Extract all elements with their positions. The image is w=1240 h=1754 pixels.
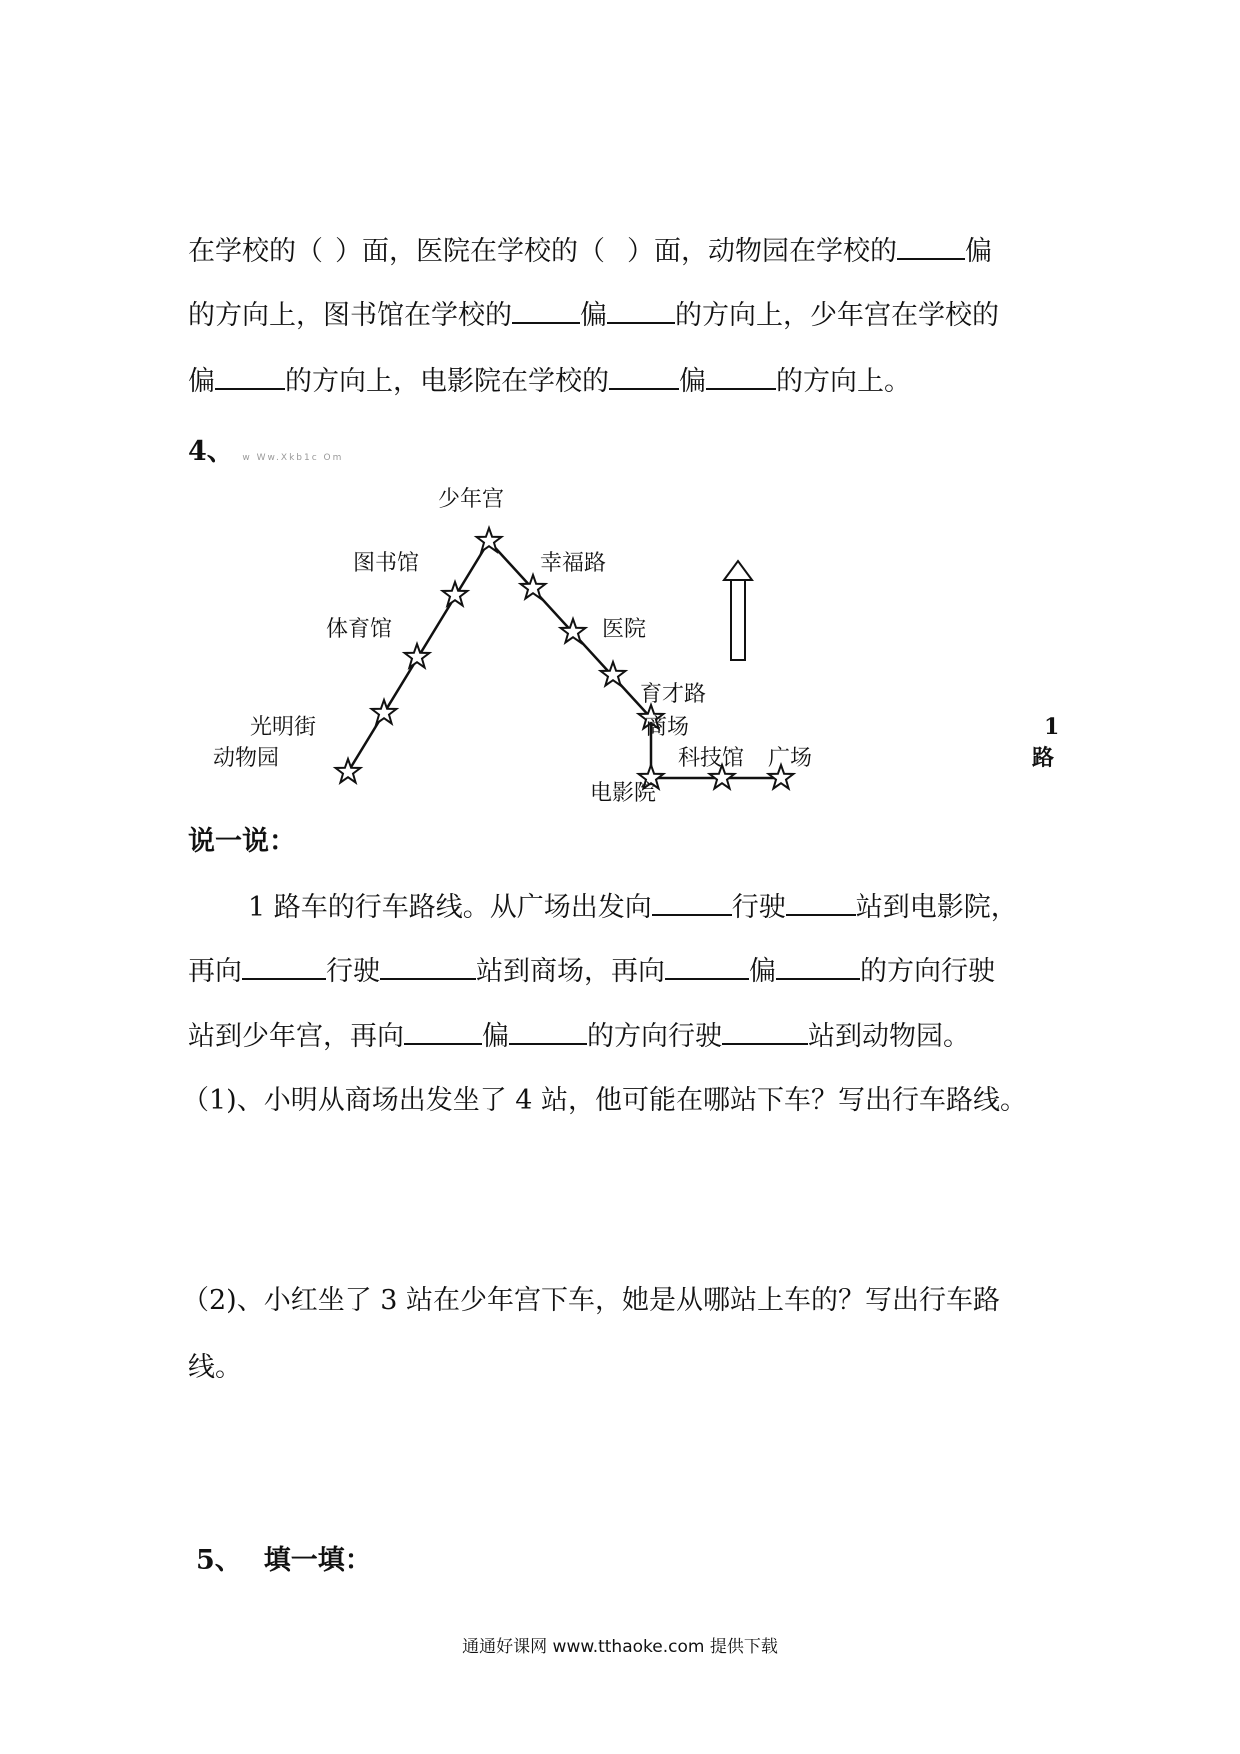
text: 再向 (188, 956, 242, 987)
fill-blank[interactable] (242, 956, 326, 980)
text: 行驶 (326, 956, 380, 987)
bus-route-map (0, 0, 1240, 820)
fill-blank[interactable] (665, 956, 749, 980)
station-star-tushuguan (443, 582, 468, 606)
text: 偏 (482, 1021, 509, 1052)
text: ）面，动物园在学校的 (627, 236, 897, 267)
north-arrow-icon (724, 561, 752, 660)
label-tiyuguan: 体育馆 (326, 617, 393, 642)
label-dongwuyuan: 动物园 (213, 746, 280, 771)
route-number: 1 (1044, 714, 1060, 740)
text: 偏 (965, 236, 992, 267)
fill-blank[interactable] (786, 892, 856, 916)
text: 的方向上。 (776, 366, 911, 397)
watermark: w Ww.Xkb1c Om (242, 453, 344, 463)
text: 1 路车的行车路线。从广场出发向 (248, 892, 652, 923)
question-5-heading (196, 1543, 372, 1579)
label-yucailu: 育才路 (640, 682, 707, 707)
text: 的方向上，电影院在学校的 (285, 366, 609, 397)
text: 偏 (749, 956, 776, 987)
text: 偏 (580, 300, 607, 331)
discuss-line-2 (188, 954, 995, 990)
fill-blank[interactable] (380, 956, 476, 980)
text: 站到电影院， (855, 892, 1018, 923)
question-number: 5、 (196, 1545, 242, 1576)
label-dianyingyuan: 电影院 (590, 781, 657, 806)
label-shaoniangong: 少年宫 (438, 487, 505, 512)
label-tushuguan: 图书馆 (353, 551, 420, 576)
station-star-shaoniangong (477, 528, 502, 552)
label-shangchang: 商场 (645, 715, 690, 740)
question-title: 填一填： (263, 1545, 372, 1576)
station-star-dongwuyuan (336, 759, 361, 783)
text: 站到少年宫，再向 (188, 1021, 404, 1052)
label-guangmingjie: 光明街 (250, 715, 317, 740)
discuss-line-1 (248, 890, 1018, 926)
fill-blank[interactable] (652, 892, 732, 916)
text: 的方向上，图书馆在学校的 (188, 300, 512, 331)
label-kejiguan: 科技馆 (678, 746, 745, 771)
fill-blank[interactable] (404, 1021, 482, 1045)
discuss-heading: 说一说： (188, 826, 296, 857)
station-star-guangmingjie (372, 700, 397, 724)
label-xingfulu: 幸福路 (540, 551, 607, 576)
fill-blank[interactable] (509, 1021, 587, 1045)
fill-blank[interactable] (722, 1021, 808, 1045)
text: 的方向上，少年宫在学校的 (675, 300, 999, 331)
label-guangchang: 广场 (768, 746, 813, 771)
question-2-line-1: （2)、小红坐了 3 站在少年宫下车，她是从哪站上车的？写出行车路 (182, 1285, 1001, 1316)
question-2-line-2: 线。 (188, 1352, 242, 1383)
discuss-line-3 (188, 1019, 970, 1055)
text: 的方向行驶 (587, 1021, 722, 1052)
text: 在学校的（ (188, 236, 323, 267)
route-char: 路 (1032, 745, 1055, 771)
text: 的方向行驶 (860, 956, 995, 987)
station-star-tiyuguan (405, 644, 430, 668)
question-1: （1)、小明从商场出发坐了 4 站，他可能在哪站下车？写出行车路线。 (182, 1085, 1028, 1116)
text: 站到商场，再向 (476, 956, 665, 987)
label-yiyuan: 医院 (602, 617, 647, 642)
text: 站到动物园。 (808, 1021, 970, 1052)
footer: 通通好课网 www.tthaoke.com 提供下载 (462, 1637, 778, 1657)
question-number: 4、 (188, 436, 234, 467)
text: ）面，医院在学校的（ (335, 236, 605, 267)
fill-blank[interactable] (776, 956, 860, 980)
text: 偏 (679, 366, 706, 397)
text: 行驶 (731, 892, 786, 923)
text: 偏 (188, 366, 215, 397)
